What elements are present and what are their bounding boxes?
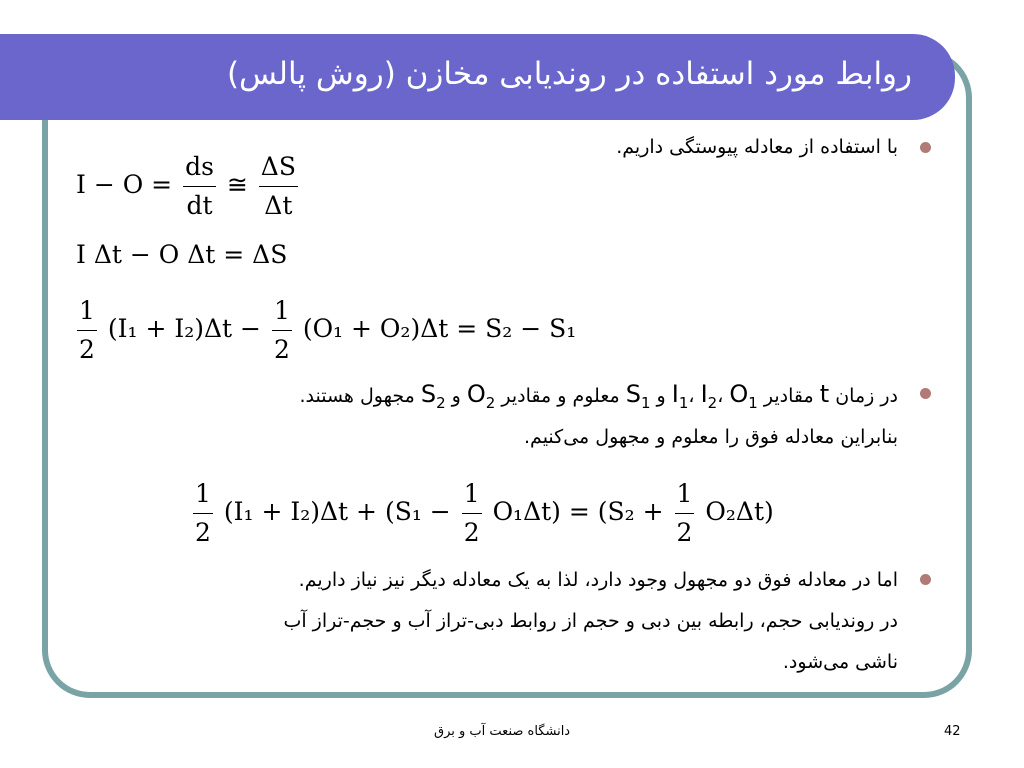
bullet-1-text: با استفاده از معادله پیوستگی داریم. — [616, 136, 898, 158]
S2-letter: S — [420, 380, 437, 408]
fraction-half — [462, 475, 482, 552]
bullet-2-line-2: بنابراین معادله فوق را معلوم و مجهول می‌کنیم. — [524, 426, 898, 448]
half-numerator: 1 — [272, 292, 292, 331]
half-denominator: 2 — [676, 518, 693, 547]
I2-letter: I — [700, 380, 708, 408]
half-numerator: 1 — [462, 475, 482, 514]
S1-letter: S — [625, 380, 641, 408]
var-O2: $O_2$ — [466, 380, 496, 412]
half-numerator: 1 — [77, 292, 97, 331]
bullet-3-line-2: در روندیابی حجم، رابطه بین دبی و حجم از روابط دبی-تراز آب و حجم-تراز آب — [283, 610, 898, 632]
eq1-numerator-2: ΔS — [259, 148, 298, 187]
equation-3 — [74, 292, 576, 369]
bullet-3-line-3: ناشی می‌شود. — [782, 651, 898, 673]
and-word: و — [656, 385, 666, 407]
separator: ، — [717, 385, 724, 407]
page-number: 42 — [944, 724, 961, 739]
var-I2: $I_2$ — [700, 380, 718, 412]
fraction-half — [675, 475, 695, 552]
eq1-numerator: ds — [183, 148, 216, 187]
var-t: t — [819, 380, 830, 408]
eq3-part-a: (I₁ + I₂)Δt − — [107, 314, 261, 343]
eq1-denominator: dt — [186, 191, 213, 220]
half-numerator: 1 — [193, 475, 213, 514]
O2-letter: O — [466, 380, 486, 408]
eq4-part-a: (I₁ + I₂)Δt + (S₁ − — [223, 497, 451, 526]
fraction-ds-dt — [183, 148, 216, 225]
fraction-half — [77, 292, 97, 369]
half-denominator: 2 — [79, 335, 95, 364]
unknown-word: مجهول هستند. — [299, 385, 415, 407]
I1-letter: I — [671, 380, 679, 408]
half-denominator: 2 — [273, 335, 290, 364]
half-numerator: 1 — [675, 475, 695, 514]
bullet-marker — [920, 142, 931, 153]
eq1-lhs: I − O = — [76, 170, 173, 199]
half-denominator: 2 — [195, 518, 211, 547]
bullet-marker — [920, 574, 931, 585]
eq1-denominator-2: Δt — [264, 191, 293, 220]
separator: ، — [688, 385, 695, 407]
eq4-part-c: O₂Δt) — [705, 497, 774, 526]
var-O1: $O_1$ — [729, 380, 758, 412]
and-word: و — [451, 385, 461, 407]
eq3-part-b: (O₁ + O₂)Δt = S₂ − S₁ — [302, 314, 577, 343]
fraction-half — [193, 475, 213, 552]
bullet-2-values-word: مقادیر — [763, 385, 814, 407]
bullet-2-prefix: در زمان — [835, 385, 898, 407]
approx-symbol: ≅ — [226, 170, 248, 199]
slide-title: روابط مورد استفاده در روندیابی مخازن (روش پالس) — [226, 56, 912, 92]
half-denominator: 2 — [463, 518, 480, 547]
O1-letter: O — [729, 380, 749, 408]
footer-university: دانشگاه صنعت آب و برق — [434, 724, 571, 739]
fraction-dS-dt — [259, 148, 298, 225]
var-S1: $S_1$ — [625, 380, 651, 412]
var-S2: $S_2$ — [420, 380, 446, 412]
bullet-2-line-1 — [299, 377, 898, 420]
known-word: معلوم و مقادیر — [501, 385, 620, 407]
eq4-part-b: O₁Δt) = (S₂ + — [492, 497, 664, 526]
fraction-half — [272, 292, 292, 369]
var-I1: $I_1$ — [671, 380, 689, 412]
equation-1 — [76, 148, 301, 225]
bullet-marker — [920, 388, 931, 399]
bullet-3-line-1: اما در معادله فوق دو مجهول وجود دارد، لذا به یک معادله دیگر نیز نیاز داریم. — [298, 569, 898, 591]
equation-4 — [190, 475, 774, 552]
equation-2: I Δt − O Δt = ΔS — [76, 240, 288, 269]
